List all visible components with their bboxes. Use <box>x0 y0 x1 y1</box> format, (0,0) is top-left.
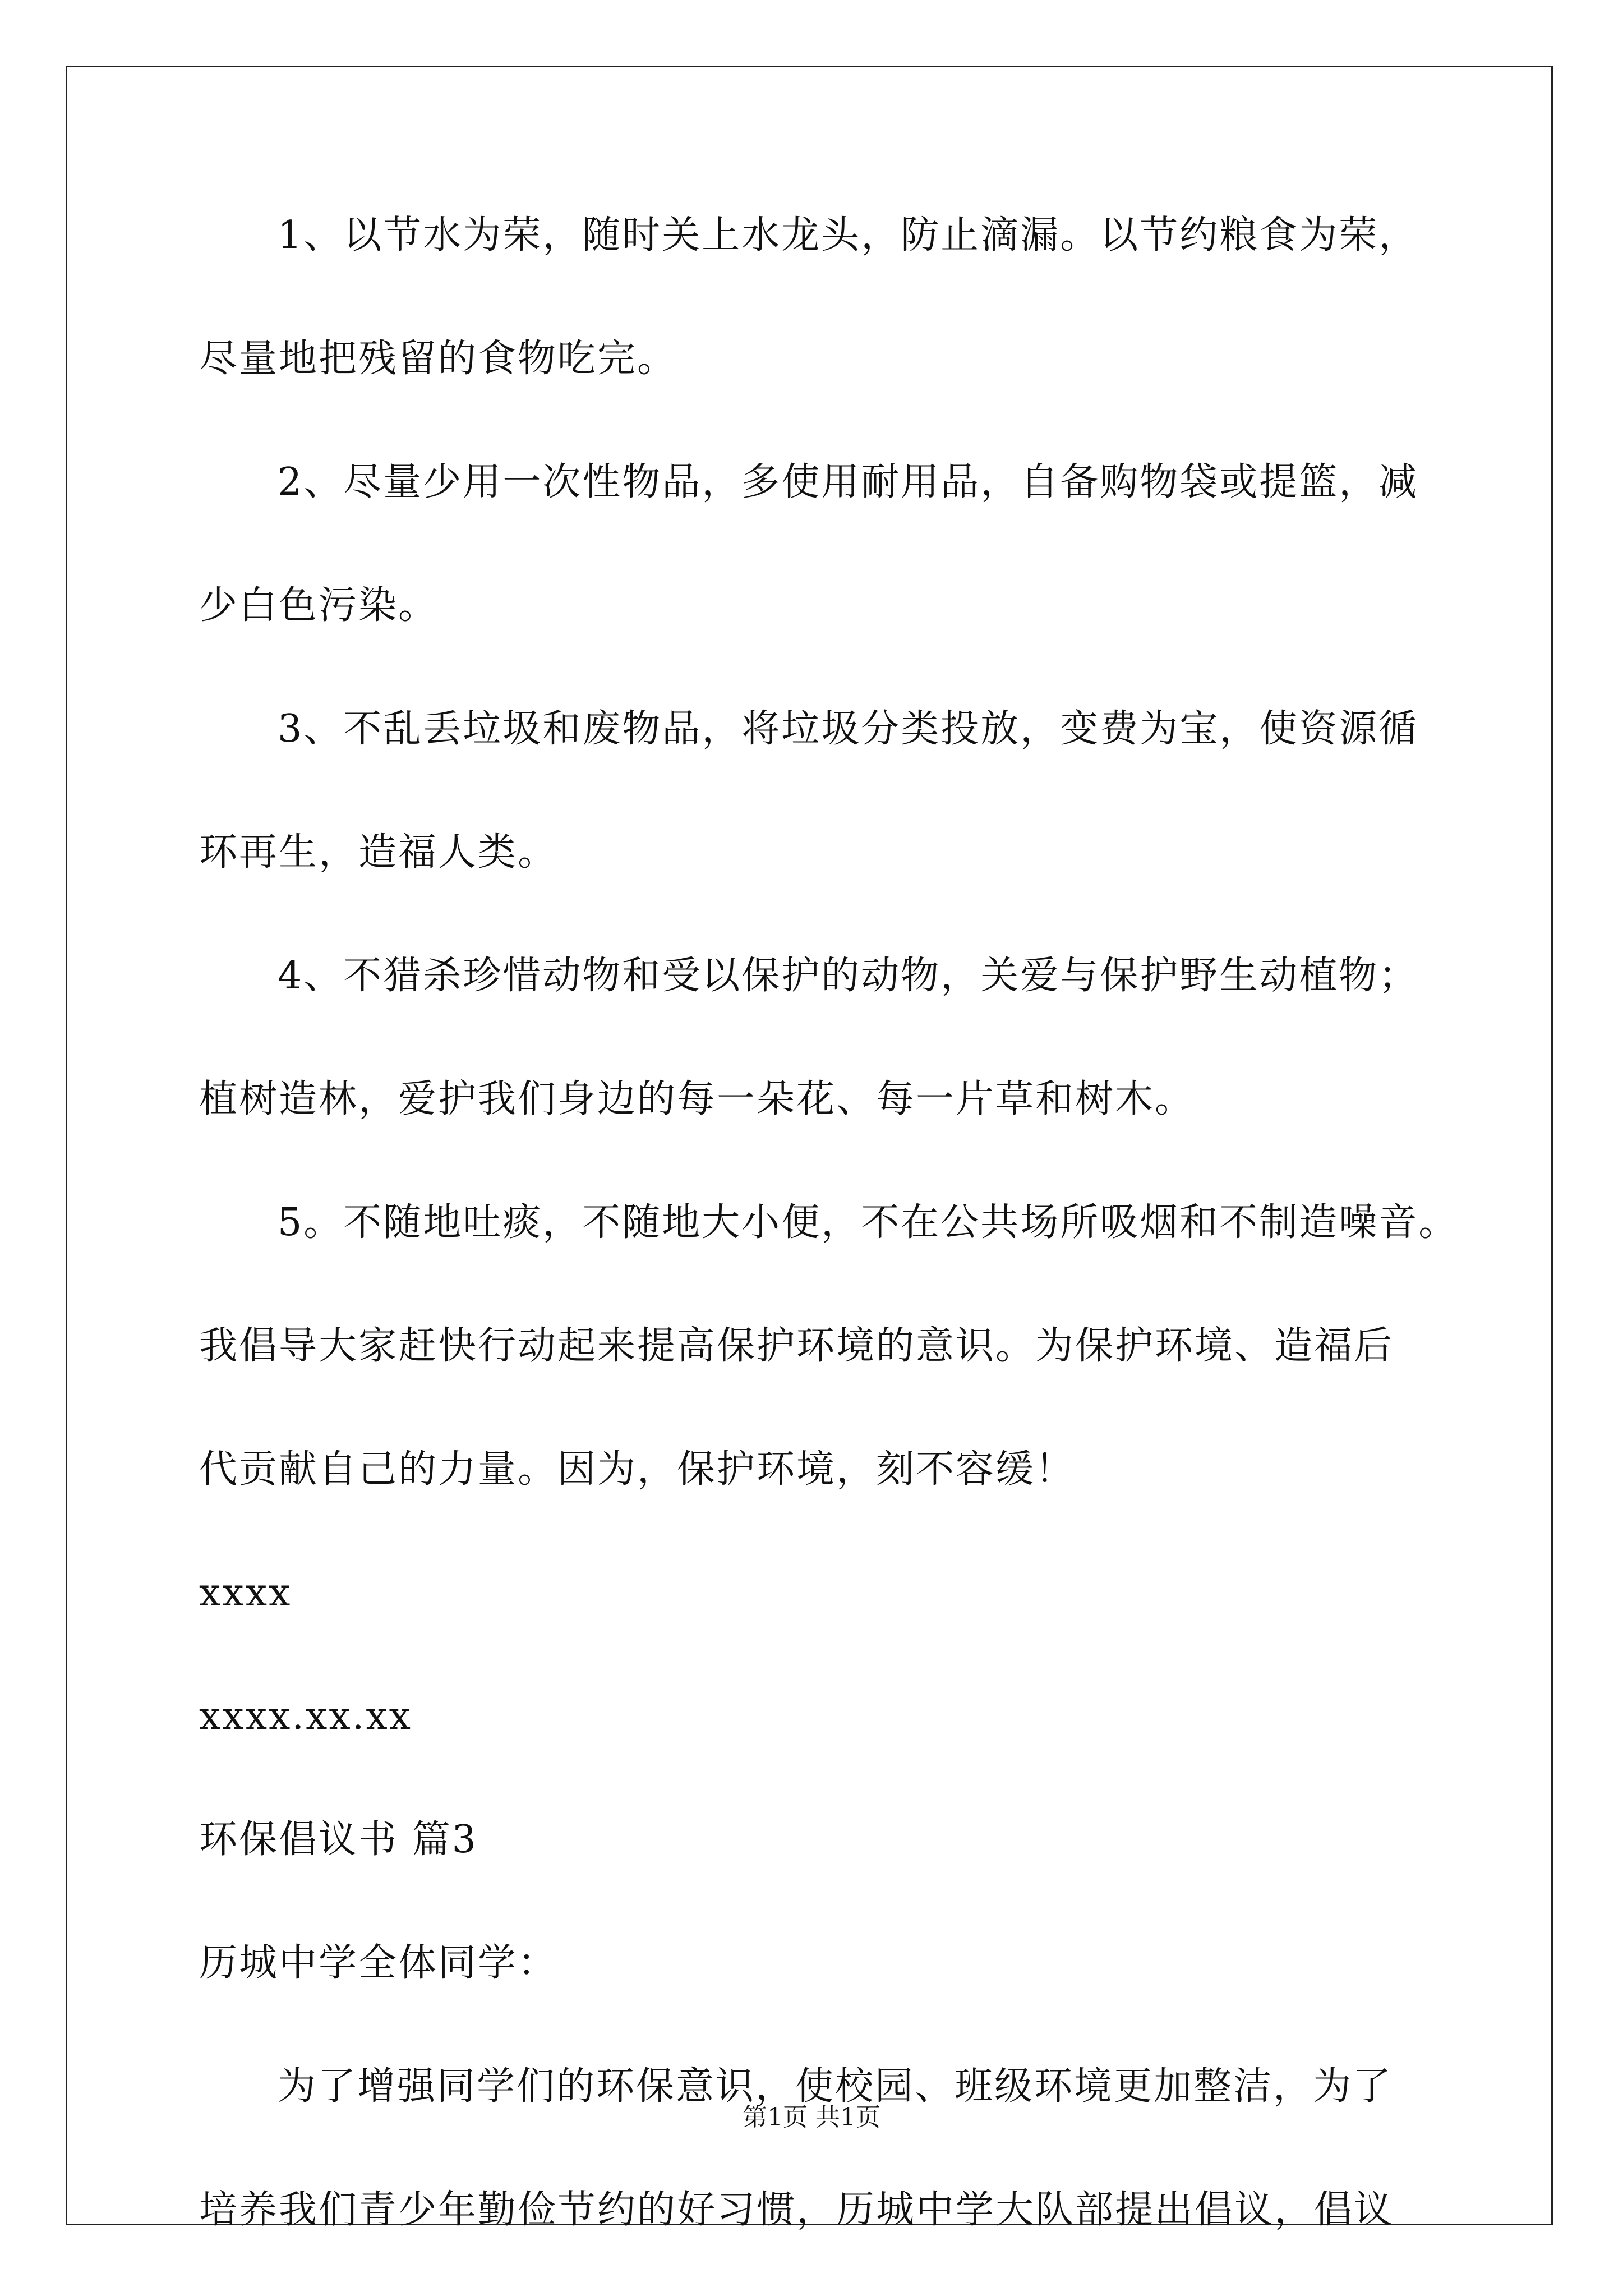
paragraph-5-line-3: 代贡献自己的力量。因为，保护环境，刻不容缓！ <box>199 1447 1076 1492</box>
document-body <box>199 208 1459 2238</box>
paragraph-4-line-1: 4、不猎杀珍惜动物和受以保护的动物，关爱与保护野生动植物； <box>278 954 1419 998</box>
page-number-footer: 第1页 共1页 <box>743 2103 880 2132</box>
paragraph-6-line-2: 培养我们青少年勤俭节约的好习惯，历城中学大队部提出倡议，倡议 <box>199 2188 1394 2232</box>
signature: xxxx <box>199 1571 292 1615</box>
paragraph-2-line-2: 少白色污染。 <box>199 583 439 628</box>
paragraph-5-line-1: 5。不随地吐痰，不随地大小便，不在公共场所吸烟和不制造噪音。 <box>278 1200 1459 1245</box>
paragraph-1-line-2: 尽量地把残留的食物吃完。 <box>199 337 677 381</box>
paragraph-1-line-1: 1、以节水为荣，随时关上水龙头，防止滴漏。以节约粮食为荣， <box>278 213 1419 257</box>
section-title: 环保倡议书 篇3 <box>199 1818 478 1862</box>
date: xxxx.xx.xx <box>199 1694 413 1738</box>
paragraph-6-line-1: 为了增强同学们的环保意识，使校园、班级环境更加整洁，为了 <box>278 2064 1393 2109</box>
paragraph-5-line-2: 我倡导大家赶快行动起来提高保护环境的意识。为保护环境、造福后 <box>199 1324 1394 1368</box>
paragraph-3-line-1: 3、不乱丢垃圾和废物品，将垃圾分类投放，变费为宝，使资源循 <box>278 707 1419 751</box>
paragraph-4-line-2: 植树造林，爱护我们身边的每一朵花、每一片草和树木。 <box>199 1077 1195 1121</box>
salutation: 历城中学全体同学： <box>199 1941 558 1985</box>
paragraph-2-line-1: 2、尽量少用一次性物品，多使用耐用品，自备购物袋或提篮，减 <box>278 460 1419 504</box>
paragraph-3-line-2: 环再生，造福人类。 <box>199 830 558 875</box>
